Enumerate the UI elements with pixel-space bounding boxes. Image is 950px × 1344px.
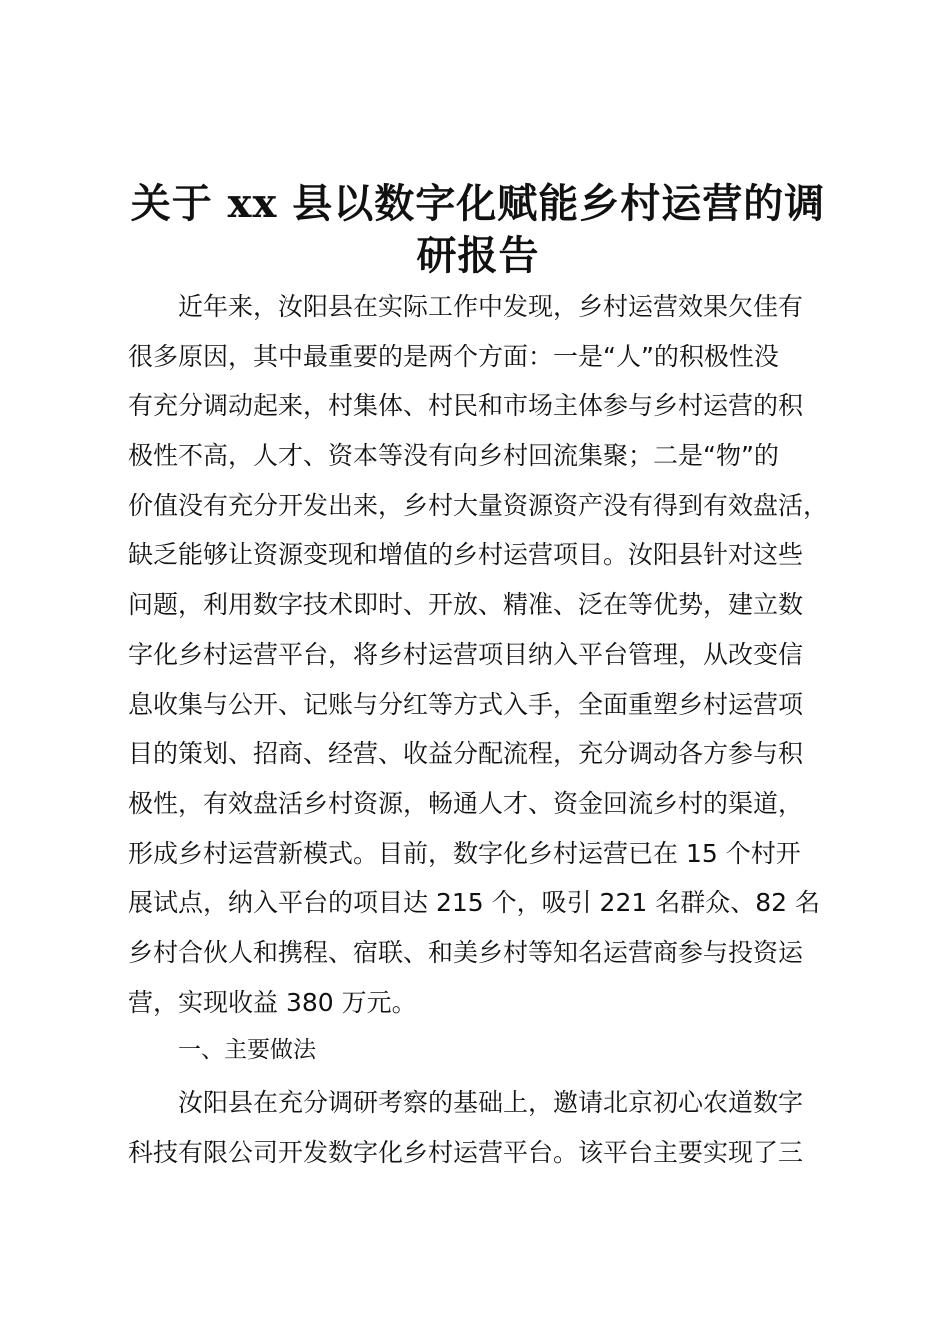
title-line-1: 关于 xx 县以数字化赋能乡村运营的调 — [130, 180, 826, 227]
paragraph-line: 字化乡村运营平台，将乡村运营项目纳入平台管理，从改变信 — [128, 639, 804, 669]
title-line-2: 研报告 — [416, 232, 540, 279]
paragraph-methods — [128, 1078, 833, 1177]
paragraph-line: 汝阳县在充分调研考察的基础上，邀请北京初心农道数字 — [178, 1088, 804, 1117]
paragraph-line: 极性，有效盘活乡村资源，畅通人才、资金回流乡村的渠道， — [128, 788, 804, 818]
paragraph-line: 展试点，纳入平台的项目达 215 个，吸引 221 名群众、82 名 — [128, 888, 820, 918]
paragraph-line: 目的策划、招商、经营、收益分配流程，充分调动各方参与积 — [128, 739, 804, 769]
paragraph-line: 极性不高，人才、资本等没有向乡村回流集聚；二是“物”的 — [128, 441, 779, 471]
paragraph-line: 乡村合伙人和携程、宿联、和美乡村等知名运营商参与投资运 — [128, 937, 804, 967]
paragraph-line: 科技有限公司开发数字化乡村运营平台。该平台主要实现了三 — [128, 1137, 804, 1167]
paragraph-line: 近年来，汝阳县在实际工作中发现，乡村运营效果欠佳有 — [178, 292, 804, 321]
paragraph-line: 缺乏能够让资源变现和增值的乡村运营项目。汝阳县针对这些 — [128, 540, 804, 570]
section-heading: 一、主要做法 — [178, 1037, 316, 1063]
paragraph-line: 营，实现收益 380 万元。 — [128, 987, 417, 1017]
paragraph-intro — [128, 282, 833, 1027]
document-title — [128, 178, 828, 282]
paragraph-line: 很多原因，其中最重要的是两个方面：一是“人”的积极性没 — [128, 341, 779, 371]
paragraph-line: 息收集与公开、记账与分红等方式入手，全面重塑乡村运营项 — [128, 689, 804, 719]
paragraph-line: 形成乡村运营新模式。目前，数字化乡村运营已在 15 个村开 — [128, 838, 801, 868]
paragraph-line: 有充分调动起来，村集体、村民和市场主体参与乡村运营的积 — [128, 391, 804, 421]
paragraph-line: 价值没有充分开发出来，乡村大量资源资产没有得到有效盘活， — [128, 490, 829, 520]
paragraph-line: 问题，利用数字技术即时、开放、精准、泛在等优势，建立数 — [128, 590, 804, 620]
